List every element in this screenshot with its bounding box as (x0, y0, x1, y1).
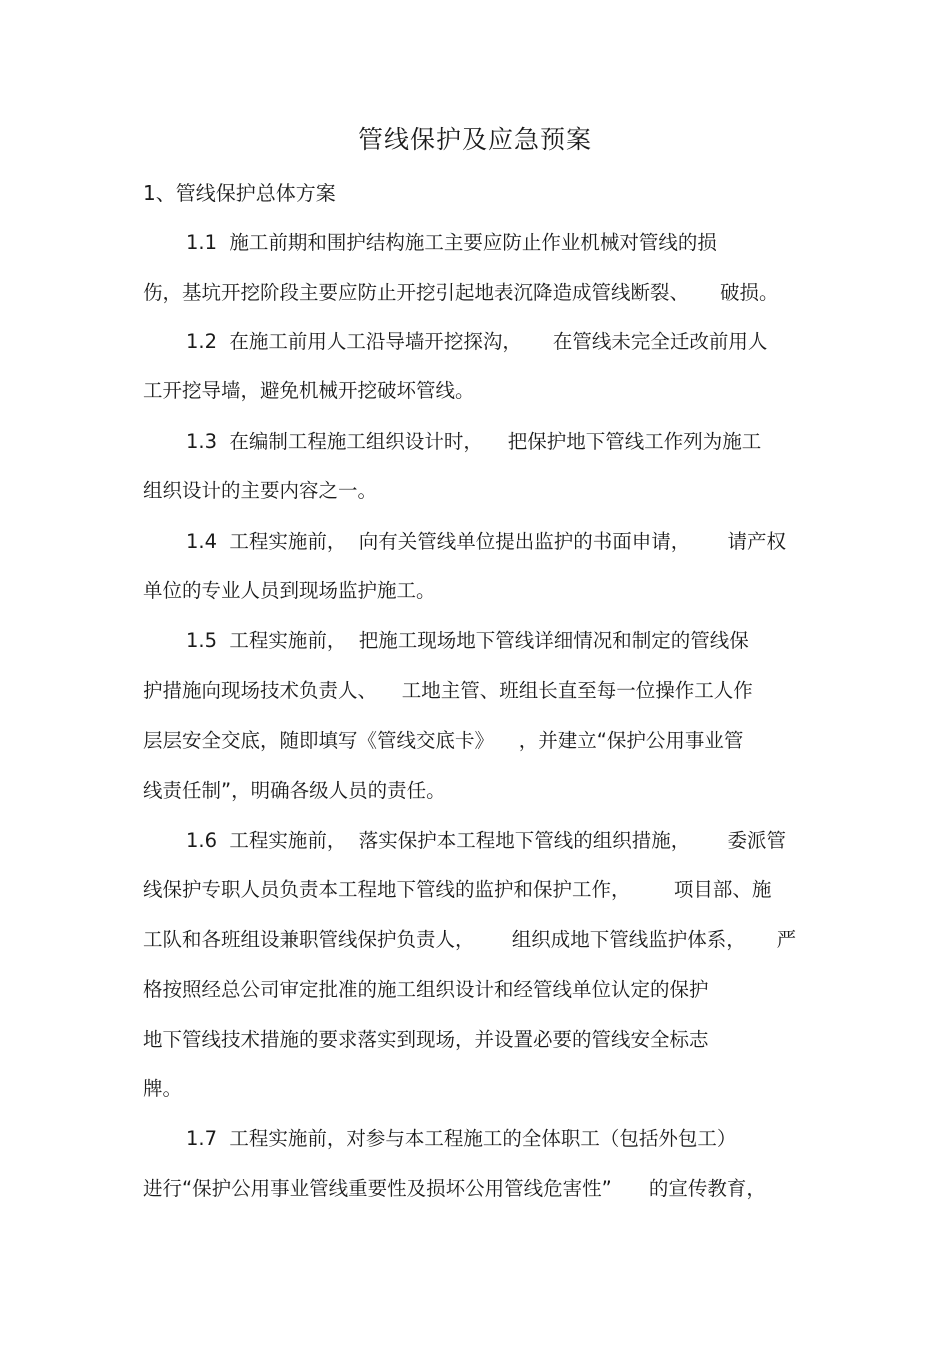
paragraph-line: 层层安全交底，随即填写《管线交底卡》 ，并建立“保护公用事业管 (143, 729, 744, 752)
paragraph-line: 1.5 工程实施前， 把施工现场地下管线详细情况和制定的管线保 (186, 629, 749, 652)
paragraph-line: 格按照经总公司审定批准的施工组织设计和经管线单位认定的保护 (143, 978, 709, 1001)
paragraph-line: 1.1 施工前期和围护结构施工主要应防止作业机械对管线的损 (186, 231, 717, 254)
paragraph-line: 1.2 在施工前用人工沿导墙开挖探沟， 在管线未完全迁改前用人 (186, 330, 768, 353)
section-heading: 1、管线保护总体方案 (143, 181, 336, 205)
paragraph-line: 线保护专职人员负责本工程地下管线的监护和保护工作， 项目部、施 (143, 878, 772, 901)
paragraph-line: 牌。 (143, 1077, 183, 1100)
paragraph-line: 伤，基坑开挖阶段主要应防止开挖引起地表沉降造成管线断裂、 破损。 (143, 281, 779, 304)
paragraph-line: 组织设计的主要内容之一。 (143, 479, 378, 502)
paragraph-line: 1.7 工程实施前，对参与本工程施工的全体职工（包括外包工） (186, 1127, 737, 1150)
paragraph-line: 护措施向现场技术负责人、 工地主管、班组长直至每一位操作工人作 (143, 679, 753, 702)
paragraph-line: 1.4 工程实施前， 向有关管线单位提出监护的书面申请， 请产权 (186, 530, 786, 553)
paragraph-line: 1.6 工程实施前， 落实保护本工程地下管线的组织措施， 委派管 (186, 829, 786, 852)
paragraph-line: 工开挖导墙，避免机械开挖破坏管线。 (143, 379, 475, 402)
document-title: 管线保护及应急预案 (357, 125, 592, 154)
paragraph-line: 单位的专业人员到现场监护施工。 (143, 579, 436, 602)
paragraph-line: 地下管线技术措施的要求落实到现场，并设置必要的管线安全标志 (143, 1028, 709, 1051)
paragraph-line: 工队和各班组设兼职管线保护负责人， 组织成地下管线监护体系， 严 (143, 928, 797, 951)
paragraph-line: 1.3 在编制工程施工组织设计时， 把保护地下管线工作列为施工 (186, 430, 762, 453)
paragraph-line: 线责任制”，明确各级人员的责任。 (143, 779, 446, 802)
paragraph-line: 进行“保护公用事业管线重要性及损坏公用管线危害性” 的宣传教育， (143, 1177, 766, 1200)
